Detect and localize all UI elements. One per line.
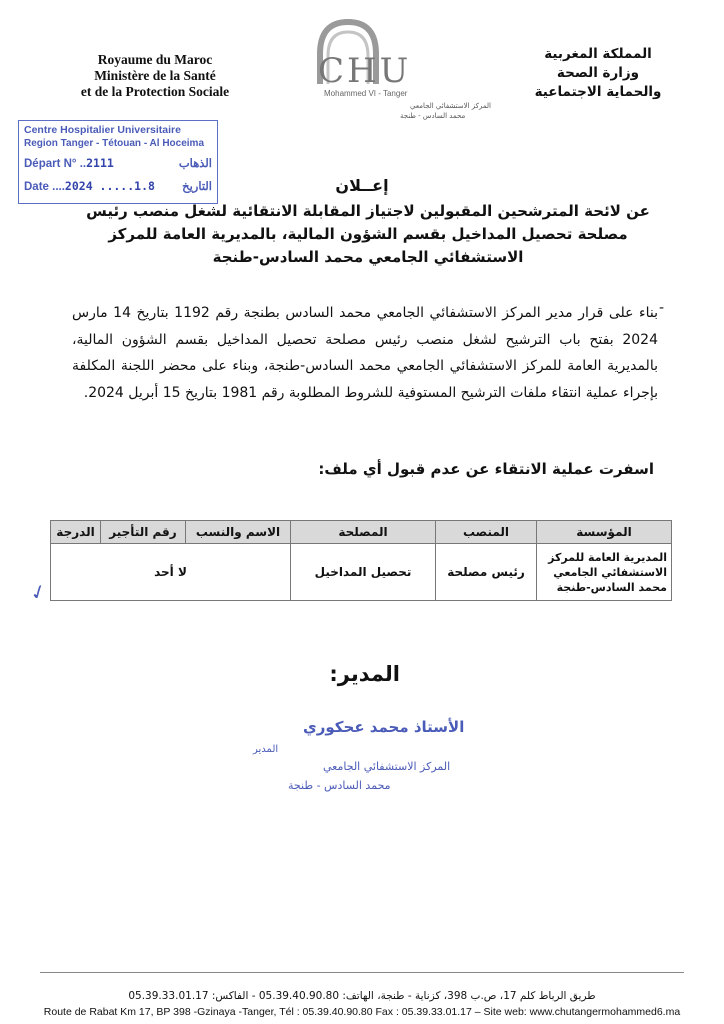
header-grade: الدرجة (51, 521, 101, 544)
header-institution: المؤسسة (537, 521, 672, 544)
signature-org-line-1: المركز الاستشفائي الجامعي (323, 760, 451, 773)
selection-outcome: اسفرت عملية الانتقاء عن عدم قبول أي ملف: (318, 460, 654, 478)
stamp-depart-row: Départ N° ..2111 الذهاب (24, 156, 212, 170)
signature-org-line-2: محمد السادس - طنجة (288, 779, 391, 792)
header-service: المصلحة (291, 521, 436, 544)
header-ar-line-3: والحماية الاجتماعية (534, 84, 662, 100)
signature-name: الأستاذ محمد عحكوري (303, 718, 465, 736)
footer-divider (40, 972, 684, 973)
header-french (40, 52, 270, 100)
stamp-date-row: Date ....2024 .....1.8 التاريخ (24, 179, 212, 193)
logo-main-text: CHU (318, 51, 412, 91)
body-bullet: - (658, 300, 664, 316)
table-header-row (51, 521, 672, 544)
table-row (51, 544, 672, 601)
footer-address-fr: Route de Rabat Km 17, BP 398 -Gzinaya -Tanger, Tél : 05.39.40.90.80 Fax : 05.39.33.01.17 – Site web: www.chutangermohammed6.ma (43, 1006, 681, 1018)
header-position: المنصب (436, 521, 537, 544)
stamp-line-1: Centre Hospitalier Universitaire (24, 124, 181, 136)
director-signature-stamp (128, 712, 465, 802)
header-fr-line-3: et de la Protection Sociale (80, 84, 230, 99)
stamp-date-ar: التاريخ (182, 181, 212, 193)
logo-ar-line-1: المركز الاستشفائي الجامعي (410, 102, 491, 110)
cell-institution: المديرية العامة للمركز الاستشفائي الجامعي محمد السادس-طنجة (537, 544, 672, 601)
stamp-date-label: Date (24, 181, 49, 193)
stamp-depart-label: Départ N° (24, 158, 77, 170)
cell-service: تحصيل المداخيل (291, 544, 436, 601)
logo-sub-text: Mohammed VI - Tanger (324, 89, 408, 98)
cell-position: رئيس مصلحة (436, 544, 537, 601)
results-table (50, 520, 672, 601)
signature-title: المدير (253, 744, 279, 755)
footer-address-ar: طريق الرباط كلم 17، ص.ب 398، كزناية - طنجة، الهاتف: 05.39.40.90.80 - الفاكس: 05.39.33.01.17 (128, 990, 596, 1002)
stamp-date-value: 2024 .....1.8 (64, 179, 155, 193)
stamp-depart-ar: الذهاب (178, 158, 212, 170)
signature-stamp-graphic (128, 712, 465, 802)
header-ar-line-1: المملكة المغربية (544, 46, 652, 62)
body-paragraph: بناء على قرار مدير المركز الاستشفائي الجامعي محمد السادس بطنجة رقم 1192 بتاريخ 14 مارس 2024 بفتح باب الترشيح لشغل منصب رئيس مصلحة تحصيل المداخيل بقسم الشؤون المالية، بالمديرية العامة للمركز الاستشفائي الجامعي محمد السادس-طنجة، وبناء على محضر اللجنة المكلفة بإجراء عملية انتقاء ملفات الترشيح المستوفية للشروط المطلوبة رقم 1981 بتاريخ 15 أبريل 2024. (72, 305, 658, 401)
chu-logo (300, 14, 491, 124)
header-arabic (508, 45, 688, 102)
logo-ar-line-2: محمد السادس - طنجة (400, 112, 466, 120)
initials-mark: ✓ (26, 577, 51, 607)
cell-none: لا أحد (51, 544, 291, 601)
stamp-depart-number: 2111 (86, 156, 114, 170)
announcement-title: إعــلان (335, 176, 389, 195)
header-fr-line-2: Ministère de la Santé (94, 68, 216, 83)
announcement-subject: عن لائحة المترشحين المقبولين لاجتياز المقابلة الانتقائية لشغل منصب رئيس مصلحة تحصيل المداخيل بقسم الشؤون المالية، بالمديرية العامة للمركز الاستشفائي الجامعي محمد السادس-طنجة (86, 202, 650, 266)
header-name: الاسم والنسب (186, 521, 291, 544)
header-ar-line-2: وزارة الصحة (556, 65, 640, 81)
stamp-line-2: Region Tanger - Tétouan - Al Hoceima (24, 138, 205, 149)
chu-logo-graphic (300, 14, 491, 124)
header-payroll: رقم التأجير (101, 521, 186, 544)
director-label: المدير: (329, 662, 400, 686)
header-fr-line-1: Royaume du Maroc (97, 52, 213, 67)
